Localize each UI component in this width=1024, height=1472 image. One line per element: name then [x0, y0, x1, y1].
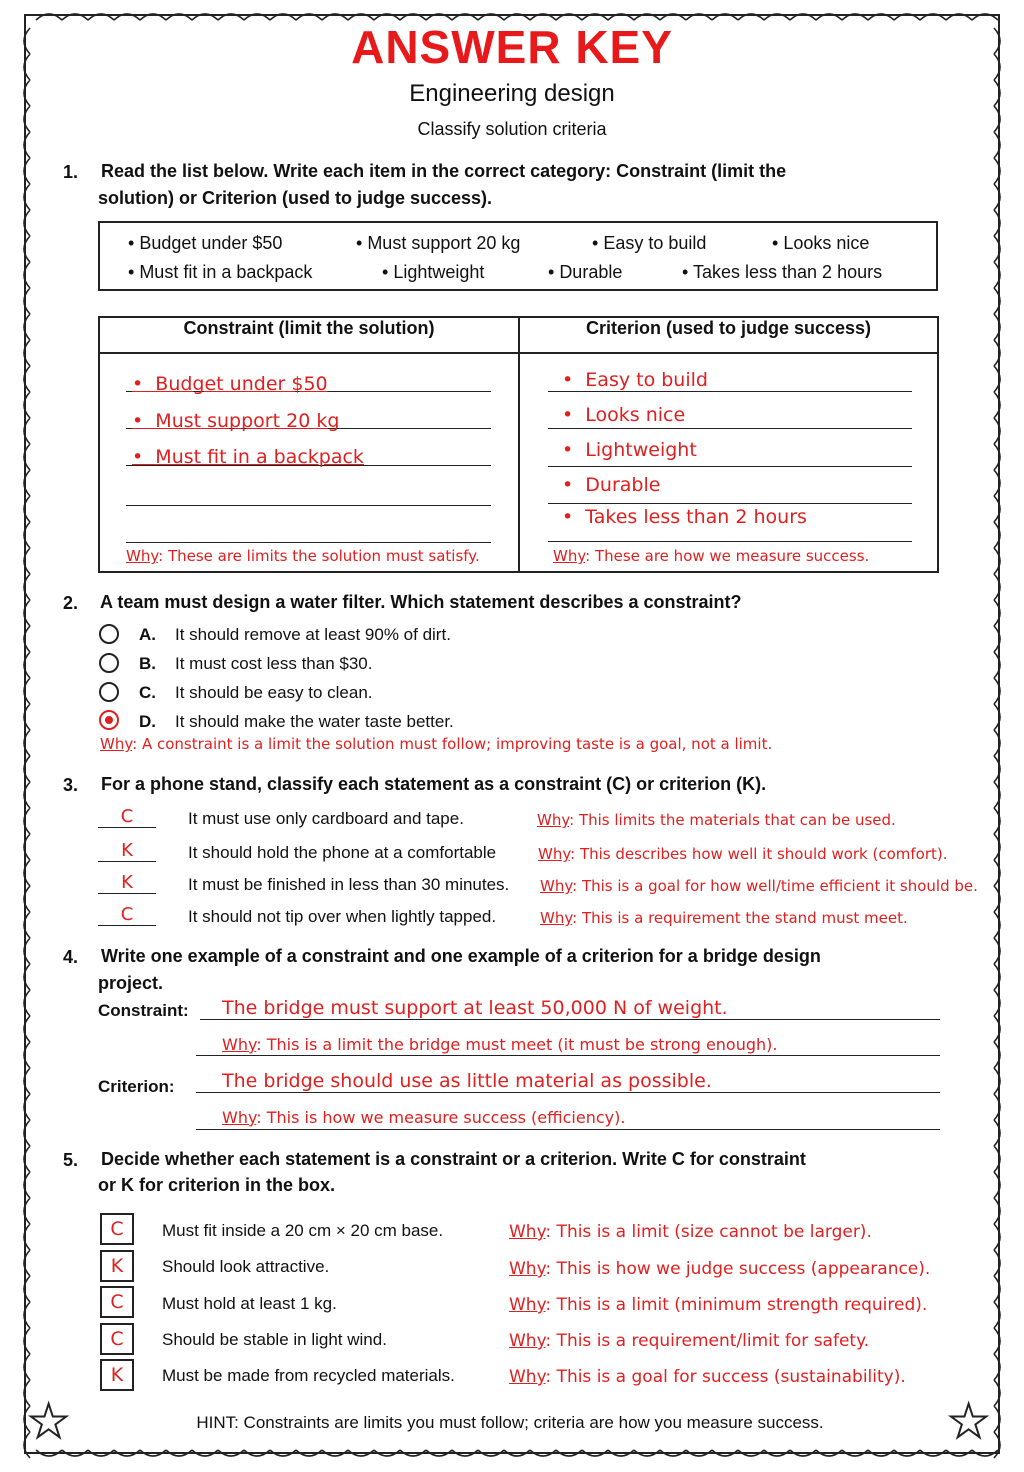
constraint-column: [99, 353, 519, 572]
option-a-radio[interactable]: [99, 624, 119, 644]
statement: Must fit inside a 20 cm × 20 cm base.: [162, 1221, 444, 1240]
question-2-why: Why: A constraint is a limit the solution must follow; improving taste is a goal, not a limit.: [100, 735, 773, 753]
statement-why: Why: This is a goal for how well/time efficient it should be.: [540, 877, 978, 895]
criterion-example-why: Why: This is how we measure success (efficiency).: [222, 1108, 626, 1127]
criterion-label: Criterion:: [98, 1077, 175, 1096]
statement-why: Why: This is how we judge success (appearance).: [509, 1259, 931, 1279]
word-bank-item: • Must support 20 kg: [356, 233, 521, 253]
answer-box[interactable]: K: [100, 1359, 134, 1391]
statement-why: Why: This is a requirement the stand must meet.: [540, 909, 908, 927]
option-b: B. It must cost less than $30.: [139, 654, 373, 673]
statement: It should hold the phone at a comfortable: [188, 843, 497, 862]
hint-text: HINT: Constraints are limits you must follow; criteria are how you measure success.: [196, 1413, 824, 1432]
constraint-column-header: Constraint (limit the solution): [99, 317, 519, 353]
answer-box[interactable]: C: [100, 1323, 134, 1355]
worksheet-instruction: Classify solution criteria: [417, 119, 607, 139]
constraint-label: Constraint:: [98, 1001, 189, 1020]
option-d-radio-selected[interactable]: [99, 710, 119, 730]
criterion-example[interactable]: The bridge should use as little material as possible.: [222, 1070, 712, 1092]
statement: Must hold at least 1 kg.: [162, 1294, 337, 1313]
word-bank: [98, 221, 938, 291]
answer-box[interactable]: K: [100, 1250, 134, 1282]
statement: It must be finished in less than 30 minutes.: [188, 875, 510, 894]
option-b-radio[interactable]: [99, 653, 119, 673]
word-bank-item: • Lightweight: [382, 262, 485, 282]
answer-box[interactable]: C: [100, 1213, 134, 1245]
question-number: 5.: [63, 1150, 79, 1170]
word-bank-item: • Takes less than 2 hours: [682, 262, 883, 282]
option-c: C. It should be easy to clean.: [139, 683, 373, 702]
statement: Must be made from recycled materials.: [162, 1366, 455, 1385]
classification-table: [98, 316, 939, 573]
constraint-answer: • Must support 20 kg: [132, 410, 340, 432]
question-5-prompt-cont: or K for criterion in the box.: [98, 1175, 336, 1195]
answer-box[interactable]: C: [100, 1286, 134, 1318]
star-icon: ★: [28, 1395, 70, 1447]
statement: Should look attractive.: [162, 1257, 330, 1276]
answer-blank[interactable]: K: [98, 872, 156, 894]
constraint-example[interactable]: The bridge must support at least 50,000 N of weight.: [222, 997, 728, 1019]
answer-blank[interactable]: C: [98, 904, 156, 926]
question-5-prompt: Decide whether each statement is a constraint or a criterion. Write C for constraint: [101, 1149, 806, 1169]
question-number: 3.: [63, 775, 79, 795]
statement-why: Why: This is a goal for success (sustainability).: [509, 1367, 906, 1387]
worksheet-subtitle: Engineering design: [409, 80, 615, 107]
criterion-why: Why: These are how we measure success.: [553, 547, 870, 565]
criterion-answer: • Looks nice: [562, 404, 686, 426]
option-c-radio[interactable]: [99, 682, 119, 702]
constraint-answer: • Must fit in a backpack: [132, 446, 364, 468]
star-icon: ★: [948, 1395, 990, 1447]
question-1-prompt-cont: solution) or Criterion (used to judge success).: [98, 188, 493, 208]
question-number: 2.: [63, 593, 79, 613]
statement-why: Why: This is a limit (minimum strength required).: [509, 1295, 928, 1315]
word-bank-item: • Durable: [548, 262, 623, 282]
answer-key-title: ANSWER KEY: [351, 21, 673, 73]
answer-blank[interactable]: K: [98, 840, 156, 862]
option-d: D. It should make the water taste better.: [139, 712, 454, 731]
question-number: 4.: [63, 947, 79, 967]
criterion-answer: • Easy to build: [562, 369, 708, 391]
word-bank-item: • Looks nice: [772, 233, 870, 253]
criterion-answer: • Durable: [562, 474, 661, 496]
word-bank-item: • Budget under $50: [128, 233, 283, 253]
word-bank-item: • Must fit in a backpack: [128, 262, 313, 282]
question-4-prompt: Write one example of a constraint and one example of a criterion for a bridge design: [101, 946, 821, 966]
statement-why: Why: This limits the materials that can be used.: [537, 811, 896, 829]
word-bank-item: • Easy to build: [592, 233, 707, 253]
constraint-answer: • Budget under $50: [132, 373, 328, 395]
statement: Should be stable in light wind.: [162, 1330, 387, 1349]
criterion-answer: • Takes less than 2 hours: [562, 506, 807, 528]
option-a: A. It should remove at least 90% of dirt.: [139, 625, 451, 644]
criterion-column: [519, 353, 938, 572]
question-number: 1.: [63, 162, 79, 182]
answer-blank[interactable]: C: [98, 806, 156, 828]
constraint-example-why: Why: This is a limit the bridge must meet (it must be strong enough).: [222, 1035, 778, 1054]
statement: It should not tip over when lightly tapped.: [188, 907, 497, 926]
statement: It must use only cardboard and tape.: [188, 809, 464, 828]
constraint-why: Why: These are limits the solution must satisfy.: [126, 547, 480, 565]
question-1-prompt: Read the list below. Write each item in the correct category: Constraint (limit the: [101, 161, 787, 181]
question-3-prompt: For a phone stand, classify each statement as a constraint (C) or criterion (K).: [101, 774, 767, 794]
statement-why: Why: This describes how well it should work (comfort).: [538, 845, 948, 863]
question-4-prompt-cont: project.: [98, 973, 164, 993]
statement-why: Why: This is a requirement/limit for safety.: [509, 1331, 870, 1351]
criterion-column-header: Criterion (used to judge success): [519, 317, 938, 353]
statement-why: Why: This is a limit (size cannot be larger).: [509, 1222, 872, 1242]
question-2-prompt: A team must design a water filter. Which statement describes a constraint?: [100, 592, 742, 612]
criterion-answer: • Lightweight: [562, 439, 697, 461]
